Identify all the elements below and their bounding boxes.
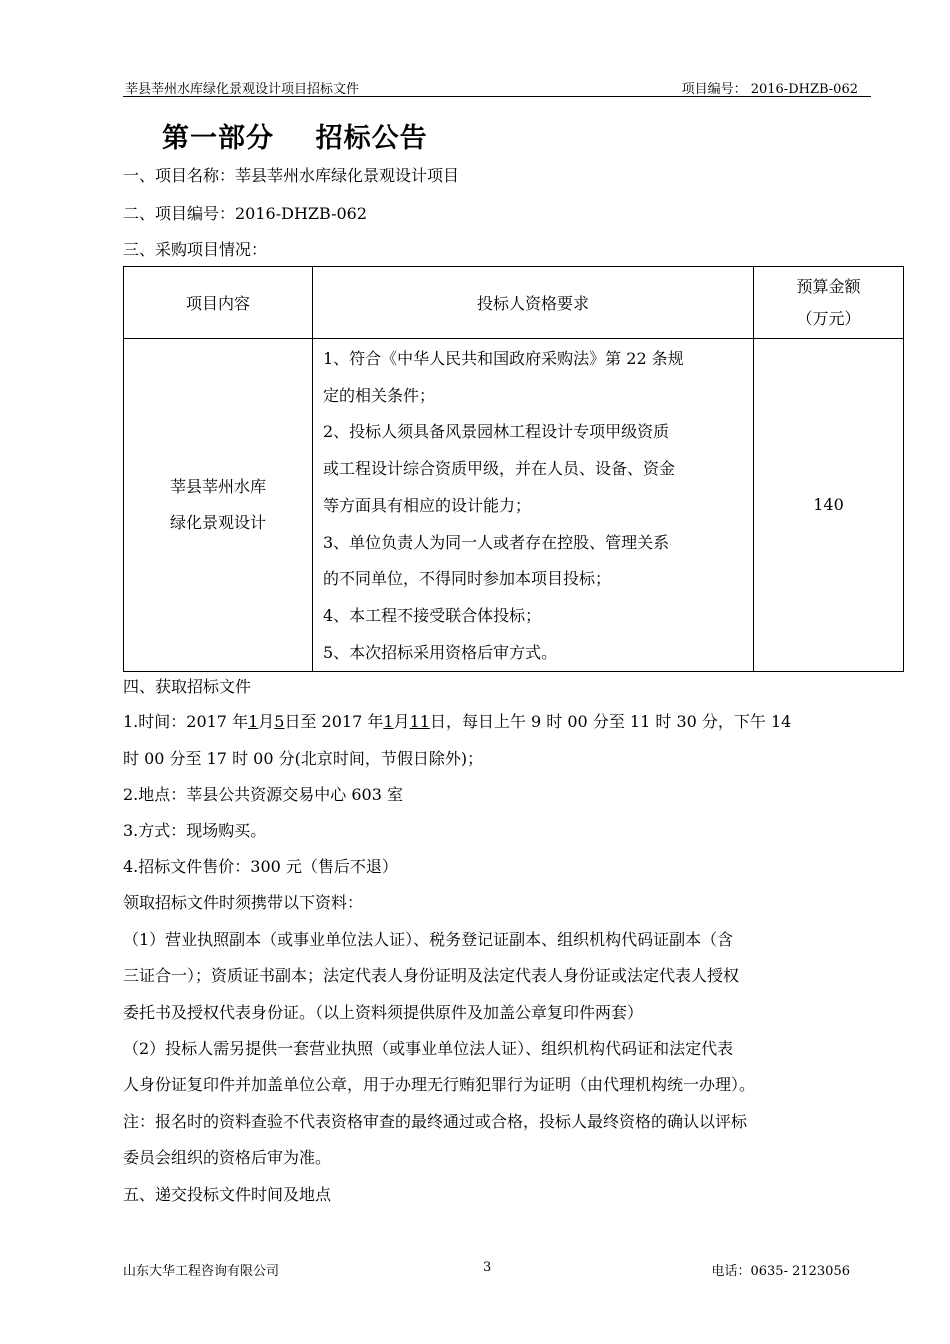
obtain-method: 3.方式：现场购买。 [123,821,267,840]
cell-project-content [124,339,313,672]
requirement-line: 等方面具有相应的设计能力； [323,495,532,515]
page-title: 第一部分 招标公告 [162,123,428,154]
header-project-number-value: 2016-DHZB-062 [750,82,858,97]
cell-budget: 140 [754,339,904,672]
header-bidder-requirements: 投标人资格要求 [313,267,754,339]
header-budget-line2: （万元） [796,308,861,328]
section-project-name: 一、项目名称：莘县莘州水库绿化景观设计项目 [123,166,460,185]
section-obtain-documents-heading: 四、获取招标文件 [123,677,252,696]
time-start-day: 5 [274,712,285,731]
footer-phone: 电话：0635- 2123056 [711,1264,850,1279]
time-start-month: 1 [248,712,259,731]
requirement-line: 3、单位负责人为同一人或者存在控股、管理关系 [323,532,670,552]
requirement-line: 或工程设计综合资质甲级，并在人员、设备、资金 [323,459,676,479]
item1-line: （1）营业执照副本（或事业单位法人证）、税务登记证副本、组织机构代码证副本（含 [123,930,734,949]
section-procurement-heading: 三、采购项目情况： [123,240,268,259]
cell-requirements [313,339,754,672]
requirement-line: 4、本工程不接受联合体投标； [323,605,542,625]
time-text: 日，每日上午 9 时 00 分至 11 时 30 分，下午 14 [429,712,792,731]
time-text: 日至 2017 年 [284,712,384,731]
cell-project-content-line1: 莘县莘州水库 [169,477,266,497]
header-budget-line1: 预算金额 [796,276,861,296]
procurement-table [123,266,904,672]
footer-company: 山东大华工程咨询有限公司 [123,1264,280,1279]
item1-line: 委托书及授权代表身份证。（以上资料须提供原件及加盖公章复印件两套） [123,1003,644,1022]
requirement-line: 1、符合《中华人民共和国政府采购法》第 22 条规 [323,349,684,368]
header-budget [754,267,904,339]
header-doc-title: 莘县莘州水库绿化景观设计项目招标文件 [125,82,360,97]
time-end-day: 11 [409,712,430,731]
obtain-time-line2: 时 00 分至 17 时 00 分(北京时间，节假日除外)； [123,749,484,768]
section-project-number: 二、项目编号：2016-DHZB-062 [123,204,368,223]
requirement-line: 的不同单位，不得同时参加本项目投标； [323,569,612,589]
header-project-number [682,78,858,97]
section-submission-heading: 五、递交投标文件时间及地点 [123,1185,332,1204]
cell-project-content-line2: 绿化景观设计 [169,513,266,533]
time-text: 月 [393,712,410,731]
item2-line: 人身份证复印件并加盖单位公章，用于办理无行贿犯罪行为证明（由代理机构统一办理）。 [123,1075,756,1094]
note-line: 委员会组织的资格后审为准。 [123,1148,332,1167]
note-line: 注：报名时的资料查验不代表资格审查的最终通过或合格，投标人最终资格的确认以评标 [123,1112,748,1131]
table-row [124,339,904,672]
header-divider [123,96,871,97]
table-header-row [124,267,904,339]
obtain-time-line1 [123,709,791,732]
header-project-content: 项目内容 [124,267,313,339]
requirement-line: 定的相关条件； [323,385,436,405]
obtain-location: 2.地点：莘县公共资源交易中心 603 室 [123,785,403,804]
time-end-month: 1 [383,712,394,731]
requirement-line: 5、本次招标采用资格后审方式。 [323,642,558,662]
page-number: 3 [483,1260,492,1275]
item1-line: 三证合一）；资质证书副本；法定代表人身份证明及法定代表人身份证或法定代表人授权 [123,966,740,985]
time-text: 1.时间：2017 年 [123,712,249,731]
required-materials-heading: 领取招标文件时须携带以下资料： [123,893,364,912]
header-project-number-label: 项目编号： [681,82,747,97]
item2-line: （2）投标人需另提供一套营业执照（或事业单位法人证）、组织机构代码证和法定代表 [123,1039,734,1058]
document-price: 4.招标文件售价：300 元（售后不退） [123,857,398,876]
time-text: 月 [258,712,275,731]
requirement-line: 2、投标人须具备风景园林工程设计专项甲级资质 [323,422,670,442]
